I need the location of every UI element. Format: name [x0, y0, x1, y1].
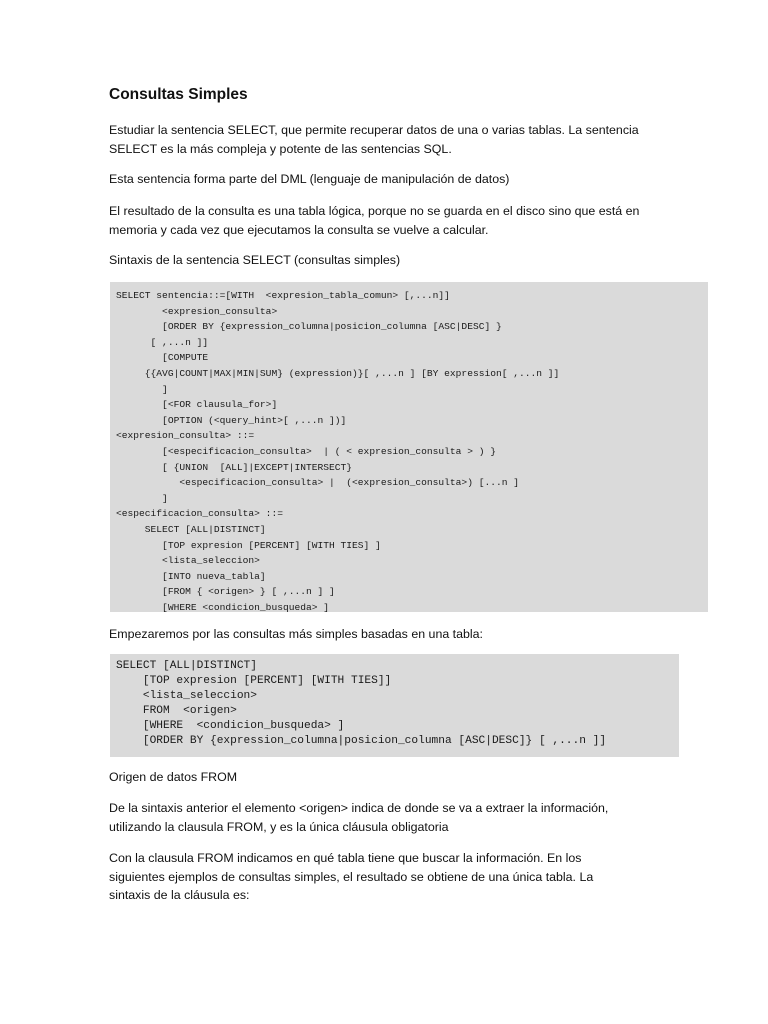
simple-queries-intro: [109, 625, 709, 644]
from-heading: [109, 768, 709, 787]
code-line: [ORDER BY {expression_columna|posicion_columna [ASC|DESC]} [ ,...n ]]: [116, 735, 607, 747]
code-line: <expresion_consulta>: [116, 305, 278, 317]
code-line: SELECT sentencia::=[WITH <expresion_tabla_comun> [,...n]]: [116, 290, 450, 301]
text-line: utilizando la clausula FROM, y es la única cláusula obligatoria: [109, 819, 449, 834]
code-line: FROM <origen>: [116, 705, 237, 717]
simple-syntax-code-block: [110, 654, 679, 757]
text-line: Empezaremos por las consultas más simples basadas en una tabla:: [109, 627, 483, 641]
code-line: <especificacion_consulta> | (<expresion_consulta>) [...n ]: [116, 477, 520, 489]
code-line: [OPTION (<query_hint>[ ,...n ])]: [116, 414, 347, 426]
dml-paragraph: [109, 170, 709, 189]
full-syntax-code-block: [110, 282, 708, 612]
code-line: SELECT [ALL|DISTINCT]: [116, 660, 257, 672]
text-line: Estudiar la sentencia SELECT, que permite recuperar datos de una o varias tablas. La sentencia: [109, 123, 639, 137]
code-line: [ ,...n ]]: [116, 336, 209, 348]
text-line: Origen de datos FROM: [109, 770, 238, 784]
code-line: <expresion_consulta> ::=: [116, 430, 255, 442]
text-line: memoria y cada vez que ejecutamos la consulta se vuelve a calcular.: [109, 222, 489, 237]
text-line: SELECT es la más compleja y potente de las sentencias SQL.: [109, 141, 452, 156]
origin-paragraph: [109, 799, 709, 836]
code-line: [TOP expresion [PERCENT] [WITH TIES] ]: [116, 539, 381, 551]
code-line: [COMPUTE: [116, 352, 209, 364]
code-line: SELECT [ALL|DISTINCT]: [116, 523, 266, 535]
code-line: [ {UNION [ALL]|EXCEPT|INTERSECT}: [116, 461, 353, 473]
code-line: [<FOR clausula_for>]: [116, 399, 278, 411]
syntax-heading: [109, 251, 709, 270]
code-line: [TOP expresion [PERCENT] [WITH TIES]]: [116, 675, 392, 687]
code-line: {{AVG|COUNT|MAX|MIN|SUM} (expression)}[ ,...n ] [BY expression[ ,...n ]]: [116, 367, 560, 379]
code-line: <lista_seleccion>: [116, 690, 257, 702]
code-line: <especificacion_consulta> ::=: [116, 508, 283, 520]
text-line: Con la clausula FROM indicamos en qué tabla tiene que buscar la información. En los: [109, 851, 582, 865]
page-title: Consultas Simples: [109, 86, 248, 103]
code-line: [INTO nueva_tabla]: [116, 570, 266, 582]
code-line: [FROM { <origen> } [ ,...n ] ]: [116, 586, 335, 598]
code-line: <lista_seleccion>: [116, 555, 260, 567]
code-line: [ORDER BY {expression_columna|posicion_columna [ASC|DESC] }: [116, 321, 502, 333]
text-line: Esta sentencia forma parte del DML (lenguaje de manipulación de datos): [109, 172, 510, 186]
code-line: ]: [116, 383, 168, 395]
text-line: sintaxis de la cláusula es:: [109, 888, 250, 902]
code-line: [WHERE <condicion_busqueda> ]: [116, 720, 345, 732]
code-line: [WHERE <condicion_busqueda> ]: [116, 601, 330, 612]
intro-paragraph: [109, 121, 709, 158]
from-clause-paragraph: [109, 849, 709, 905]
text-line: De la sintaxis anterior el elemento <origen> indica de donde se va a extraer la información,: [109, 801, 609, 815]
text-line: El resultado de la consulta es una tabla lógica, porque no se guarda en el disco sino que está en: [109, 204, 640, 218]
text-line: Sintaxis de la sentencia SELECT (consultas simples): [109, 253, 401, 267]
code-line: [<especificacion_consulta> | ( < expresion_consulta > ) }: [116, 445, 496, 457]
code-line: ]: [116, 492, 168, 504]
text-line: siguientes ejemplos de consultas simples, el resultado se obtiene de una única tabla. La: [109, 869, 594, 884]
result-paragraph: [109, 202, 709, 239]
